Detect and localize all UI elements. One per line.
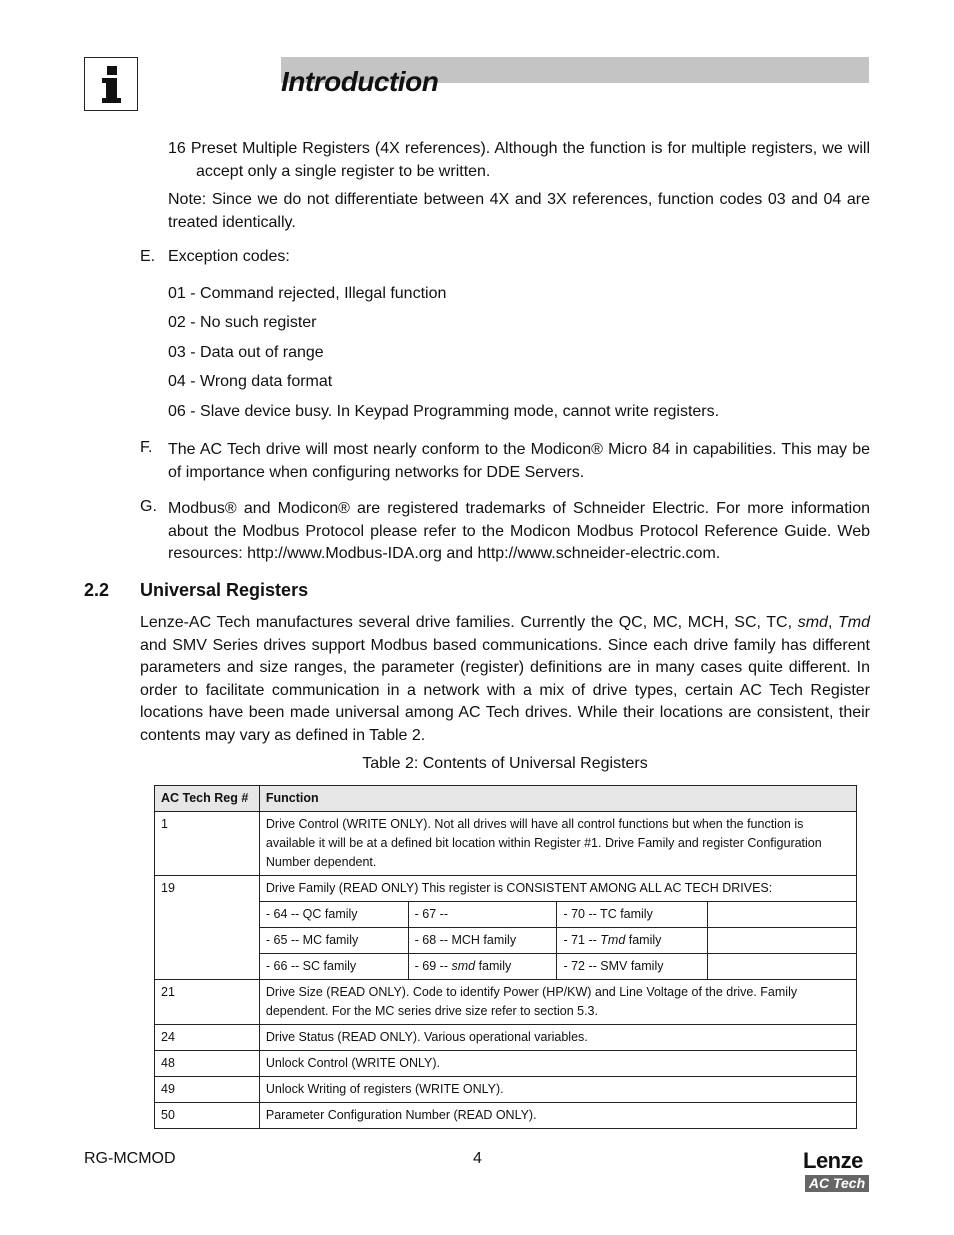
family-cell-empty [708,954,857,980]
actech-logo: AC Tech [805,1175,869,1192]
section-number: 2.2 [84,580,110,600]
function-cell: Unlock Control (WRITE ONLY). [259,1051,856,1077]
page-title: Introduction [281,66,439,97]
reg-cell: 24 [155,1025,260,1051]
reg-cell: 48 [155,1051,260,1077]
para-part: , [827,614,839,631]
section-g-letter: G. [140,498,157,515]
table-row [155,980,857,1025]
table-row [155,1025,857,1051]
family-part: - 71 -- [563,933,601,947]
para-smd: smd [797,614,828,631]
family-part: family [475,959,512,973]
table-row [155,1103,857,1129]
family-cell: - 67 -- [408,902,557,928]
table-row [155,876,857,902]
section-e-label: Exception codes: [168,248,290,265]
family-row [155,954,857,980]
note-text: Note: Since we do not differentiate between 4X and 3X references, function codes 03 and 04 are treated identically. [168,191,870,231]
function-cell: Drive Size (READ ONLY). Code to identify Power (HP/KW) and Line Voltage of the drive. Family dependent. For the MC series drive size refer to section 5.3. [259,980,856,1025]
function-cell: Unlock Writing of registers (WRITE ONLY). [259,1077,856,1103]
page-number: 4 [473,1150,482,1167]
info-icon [84,57,138,111]
exception-code: 03 - Data out of range [168,344,324,361]
table-row [155,1051,857,1077]
family-cell: - 66 -- SC family [259,954,408,980]
para-part: and SMV Series drives support Modbus based communications. Since each drive family has different parameters and size ranges, the parameter (register) definitions are in many cases quite different. In order to facilitate communication in a network with a mix of drive types, certain AC Tech Register locations have been made universal among AC Tech drives. While their locations are consistent, their contents may vary as defined in Table 2. [140,636,870,744]
table-row [155,1077,857,1103]
family-cell [408,954,557,980]
reg-cell: 19 [155,876,260,980]
family-part: - 69 -- [414,959,452,973]
family-cell: - 72 -- SMV family [557,954,708,980]
family-cell-empty [708,928,857,954]
family-row [155,902,857,928]
function-cell: Parameter Configuration Number (READ ONLY). [259,1103,856,1129]
reg-cell: 50 [155,1103,260,1129]
family-tmd: Tmd [600,933,626,947]
universal-registers-table [154,785,857,1129]
section-title: Universal Registers [140,580,309,600]
header-reg: AC Tech Reg # [155,786,260,812]
para-part: Lenze-AC Tech manufactures several drive families. Currently the QC, MC, MCH, SC, TC, [140,614,798,631]
section-g-text: Modbus® and Modicon® are registered trademarks of Schneider Electric. For more information about the Modbus Protocol please refer to the Modicon Modbus Protocol Reference Guide. Web resources: http://www.Modbus-IDA.org and http://www.schneider-electric.com. [168,500,870,562]
para-tmd: Tmd [838,614,871,631]
section-e-letter: E. [140,248,156,265]
family-cell-empty [708,902,857,928]
table-header-row [155,786,857,812]
section-f-text: The AC Tech drive will most nearly conform to the Modicon® Micro 84 in capabilities. This may be of importance when configuring networks for DDE Servers. [168,441,870,481]
section-f-letter: F. [140,439,153,456]
document-id: RG-MCMOD [84,1150,176,1167]
function-cell: Drive Family (READ ONLY) This register is CONSISTENT AMONG ALL AC TECH DRIVES: [259,876,856,902]
function-cell: Drive Control (WRITE ONLY). Not all drives will have all control functions but when the function is available it will be at a defined bit location within Register #1. Drive Family and register Configuration Number dependent. [259,812,856,876]
info-icon-glyph [85,58,136,109]
family-cell: - 64 -- QC family [259,902,408,928]
function-cell: Drive Status (READ ONLY). Various operational variables. [259,1025,856,1051]
exception-code: 02 - No such register [168,314,317,331]
reg-cell: 1 [155,812,260,876]
family-part: family [625,933,662,947]
header-function: Function [259,786,856,812]
table-row [155,812,857,876]
reg-cell: 49 [155,1077,260,1103]
table-caption: Table 2: Contents of Universal Registers [362,755,648,772]
family-cell: - 70 -- TC family [557,902,708,928]
exception-code: 06 - Slave device busy. In Keypad Programming mode, cannot write registers. [168,403,720,420]
exception-code: 04 - Wrong data format [168,373,333,390]
family-smd: smd [451,959,476,973]
exception-code: 01 - Command rejected, Illegal function [168,285,447,302]
function-16-text: 16 Preset Multiple Registers (4X references). Although the function is for multiple registers, we will accept only a single register to be written. [168,140,870,180]
section-paragraph [140,612,870,747]
family-row [155,928,857,954]
reg-cell: 21 [155,980,260,1025]
family-cell: - 68 -- MCH family [408,928,557,954]
family-cell [557,928,708,954]
family-cell: - 65 -- MC family [259,928,408,954]
lenze-logo: Lenze [803,1148,863,1173]
